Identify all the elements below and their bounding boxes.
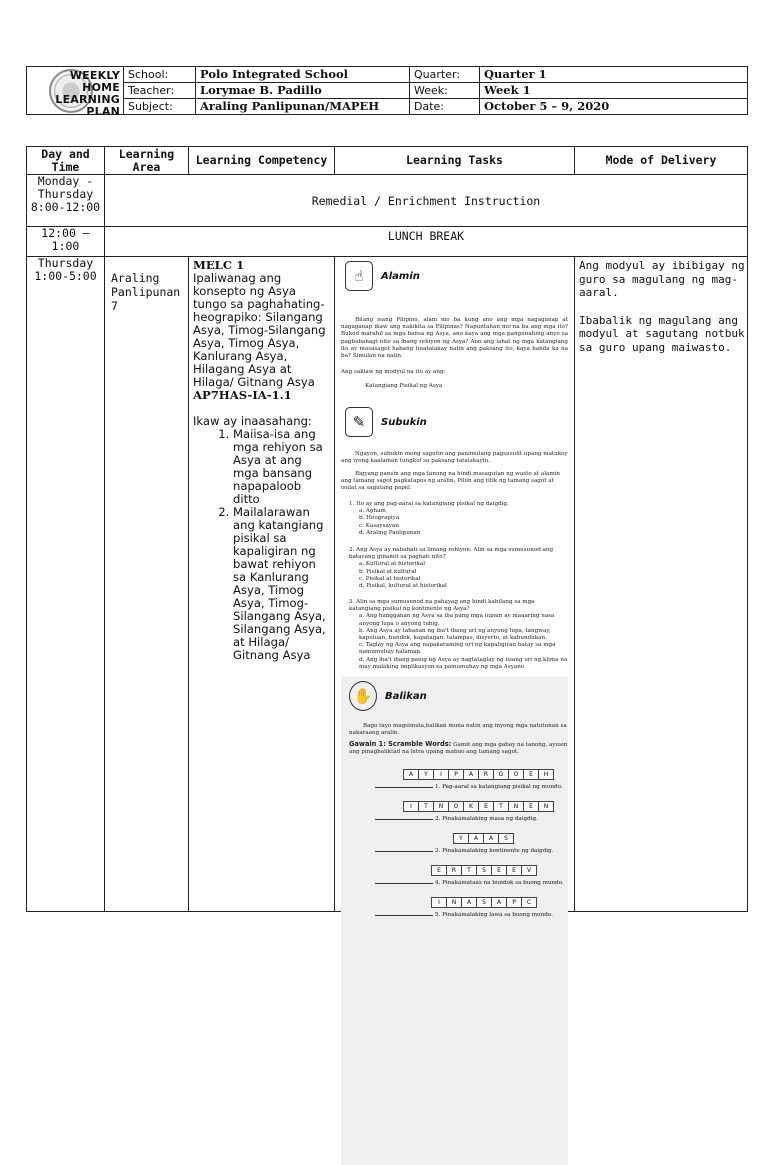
plan-title-line: PLAN <box>86 105 120 118</box>
plan-title-line: HOME <box>82 81 120 94</box>
option: d. Ang iba't ibang panig ng Asya ay nagtataglay ng iisang uri ng klima na may malaking implikasyon sa pamumuhay ng mga Asyano <box>359 656 568 670</box>
hand-wave-icon: ✋ <box>349 681 377 711</box>
question-text: 1. Ito ay ang pag-aaral sa katangiang pisikal ng daigdig. <box>349 501 509 507</box>
scramble-row <box>431 897 536 908</box>
letter-box: K <box>463 801 479 812</box>
letter-box: N <box>446 897 462 908</box>
letter-box: O <box>448 801 464 812</box>
letter-box: T <box>461 865 477 876</box>
option: c. Tagláy ng Asya ang napakaraming uri ng kapaligiran batay sa mga namumuhay halaman. <box>359 642 556 656</box>
mode-paragraph-2: Ibabalik ng magulang ang modyul at sagutang notbuk sa guro upang maiwasto. <box>579 313 745 354</box>
question-3 <box>349 599 568 671</box>
option: a. Agham <box>359 508 386 515</box>
letter-box: S <box>476 897 492 908</box>
scramble-row <box>403 769 553 780</box>
question-text: 2. Ang Asya ay nahahati sa limang rehiyon. Alin sa mga sumusunod ang batayang ginamit sa paghati nito? <box>349 547 554 561</box>
date-value: October 5 – 9, 2020 <box>480 99 748 115</box>
plan-title-cell <box>27 67 124 118</box>
balikan-heading <box>349 681 427 711</box>
date-label: Date: <box>410 99 480 115</box>
option: c. Kasaysayan <box>359 522 399 529</box>
letter-box: A <box>468 833 484 844</box>
learning-tasks-cell <box>335 257 575 918</box>
option: c. Pisikal at historikal <box>359 575 421 582</box>
letter-box: E <box>506 865 522 876</box>
alamin-topic: Katangiang Pisikal ng Asya <box>365 383 443 389</box>
scramble-row <box>431 865 536 876</box>
scramble-clue: 3. Pinakamalaking kontinente ng daigdig. <box>375 848 553 854</box>
letter-box: I <box>403 801 419 812</box>
scramble-clue: 1. Pag-aaral sa katangiang pisikal ng mundo. <box>375 784 563 790</box>
school-label: School: <box>124 67 196 83</box>
day-time-cell: 12:00 – 1:00 <box>27 227 105 257</box>
melc-label: MELC 1 <box>193 258 245 272</box>
list-item: 1. Maiisa-isa ang mga rehiyon sa Asya at ang mga bansang napapaloob ditto <box>233 428 330 506</box>
letter-box: I <box>431 897 447 908</box>
option: b. Ang Asya ay tahanan ng iba't ibang uri ng anyong lupa, tangway, kapuluan, bundok, kapatagan, talampas, disyerto, at kabundukan. <box>359 627 551 642</box>
gawain-text: Gamit ang mga gabay na tanong, ayusin ang pinagbaliktad na letra upang mabuo ang tamang sagot. <box>349 742 568 756</box>
option: d. Araling Panlipunan <box>359 529 421 536</box>
question-1 <box>349 501 568 537</box>
balikan-intro: Bago tayo magsimula,balikan muna natin ang inyong mga natutunan sa nakaraang aralin. <box>349 723 567 737</box>
school-value: Polo Integrated School <box>196 67 410 83</box>
objectives-intro: Ikaw ay inaasahang: <box>193 414 312 428</box>
letter-box: C <box>521 897 537 908</box>
letter-box: E <box>523 769 539 780</box>
letter-box: Y <box>418 769 434 780</box>
list-item: 2. Mailalarawan ang katangiang pisikal sa kapaligiran ng bawat rehiyon sa Kanlurang Asya, Timog Asya, Timog-Silangang Asya, Silangang Asya, at Hilaga/ Gitnang Asya <box>233 506 330 662</box>
plan-title-line: WEEKLY <box>69 69 120 82</box>
subject-label: Subject: <box>124 99 196 115</box>
remedial-row: Remedial / Enrichment Instruction <box>105 175 748 227</box>
letter-box: A <box>403 769 419 780</box>
mode-of-delivery-cell <box>575 257 748 912</box>
scramble-clue: 5. Pinakamalaking lawa sa buong mundo. <box>375 912 553 918</box>
letter-box: R <box>446 865 462 876</box>
alamin-heading <box>345 261 420 291</box>
subukin-p2: Bigyang pansin ang mga tanong na hindi masagutan ng wasto at alamin ang tamang sagot pagkatapos ng aralin. Piliin ang titik ng tamang sagot at isulat sa sagutang papel. <box>341 471 561 492</box>
col-mode-of-delivery: Mode of Delivery <box>575 147 748 175</box>
letter-box: E <box>491 865 507 876</box>
option: a. Ang hangganan ng Asya sa iba pang mga lupain ay maaaring nasa anyong lupa o anyong tubig. <box>359 613 555 627</box>
letter-box: G <box>493 769 509 780</box>
objectives-list <box>193 428 330 662</box>
letter-box: N <box>433 801 449 812</box>
letter-box: T <box>418 801 434 812</box>
scramble-clue: 2. Pinakamalaking masa ng daigdig. <box>375 816 538 822</box>
letter-box: A <box>483 833 499 844</box>
subukin-title: Subukin <box>381 416 427 428</box>
gawain-title: Gawain 1: Scramble Words: <box>349 740 452 748</box>
pencil-hand-icon: ✎ <box>345 407 373 437</box>
scramble-row <box>453 833 513 844</box>
letter-box: N <box>508 801 524 812</box>
letter-box: H <box>538 769 554 780</box>
col-learning-tasks: Learning Tasks <box>335 147 575 175</box>
letter-box: S <box>498 833 514 844</box>
letter-box: V <box>521 865 537 876</box>
week-label: Week: <box>410 83 480 99</box>
module-excerpt <box>335 257 574 918</box>
plan-title-line: LEARNING <box>55 93 120 106</box>
teacher-label: Teacher: <box>124 83 196 99</box>
letter-box: E <box>523 801 539 812</box>
finger-point-icon: ☝ <box>345 261 373 291</box>
scramble-row <box>403 801 553 812</box>
letter-box: E <box>478 801 494 812</box>
alamin-title: Alamin <box>381 270 420 282</box>
letter-box: A <box>491 897 507 908</box>
option: a. Kultural at historikal <box>359 561 425 568</box>
option: b. Pisikal at kultural <box>359 568 417 575</box>
competency-text: Ipaliwanag ang konsepto ng Asya tungo sa paghahating-heograpiko: Silangang Asya, Timog-Silangang Asya, Timog Asya, Kanlurang Asya, Hilagang Asya at Hilaga/ Gitnang Asya <box>193 271 326 389</box>
letter-box: E <box>431 865 447 876</box>
letter-box: Y <box>453 833 469 844</box>
competency-code: AP7HAS-IA-1.1 <box>193 388 292 402</box>
subukin-p1: Ngayon, subukin mong sagutin ang panimulang pagsusulit upang matukoy ang iyong kaalaman tungkol sa paksang tatalakayin. <box>341 451 568 465</box>
lunch-break-row: LUNCH BREAK <box>105 227 748 257</box>
letter-box: A <box>463 769 479 780</box>
gawain-block <box>349 741 568 756</box>
competency-cell <box>189 257 335 912</box>
alamin-body: Bilang isang Pilipino, alam mo ba kung ano ang mga nagaganap at nagaganap ikaw ang nakikita sa Pilipinas? Napuntahan mo na ba ang mga ito? Bukod marahil sa mga bansa ng Asya, ano kaya ang mga pangunahing anyo sa pagbabahagi nito sa ibang rehiyon ng Asya? Ano ang lahat ng mga katangiang ito ay masasagot habang tinatalakay natin ang paksang ito, kaya handa ka na ba? Simulan na natin. <box>341 317 568 360</box>
letter-box: I <box>433 769 449 780</box>
option: b. Heograpiya <box>359 515 400 522</box>
quarter-label: Quarter: <box>410 67 480 83</box>
letter-box: O <box>508 769 524 780</box>
letter-box: P <box>448 769 464 780</box>
question-2 <box>349 547 568 590</box>
scramble-clue: 4. Pinakamataas na bundok sa buong mundo. <box>375 880 564 886</box>
mode-paragraph-1: Ang modyul ay ibibigay ng guro sa magulang ng mag-aaral. <box>579 259 745 299</box>
letter-box: R <box>478 769 494 780</box>
learning-plan-table <box>26 146 748 918</box>
col-learning-area: Learning Area <box>105 147 189 175</box>
alamin-scope: Ang saklaw ng modyul na ito ay ang: <box>341 369 446 375</box>
question-text: 3. Alin sa mga sumusunod na pahayag ang hindi kabilang sa mga katangiang pisikal ng kontinente ng Asya? <box>349 599 535 613</box>
learning-area-cell: Araling Panlipunan 7 <box>105 257 189 912</box>
col-day-time: Day and Time <box>27 147 105 175</box>
plan-header <box>26 66 748 118</box>
teacher-value: Lorymae B. Padillo <box>196 83 410 99</box>
subukin-heading <box>345 407 427 437</box>
quarter-value: Quarter 1 <box>480 67 748 83</box>
day-time-cell: Thursday 1:00-5:00 <box>27 257 105 912</box>
letter-box: P <box>506 897 522 908</box>
week-value: Week 1 <box>480 83 748 99</box>
letter-box: N <box>538 801 554 812</box>
letter-box: S <box>476 865 492 876</box>
letter-box: A <box>461 897 477 908</box>
col-learning-competency: Learning Competency <box>189 147 335 175</box>
letter-box: T <box>493 801 509 812</box>
day-time-cell: Monday - Thursday 8:00-12:00 <box>27 175 105 227</box>
option: d. Pisikal, kultural at historikal <box>359 583 447 590</box>
subject-value: Araling Panlipunan/MAPEH <box>196 99 410 115</box>
balikan-title: Balikan <box>385 690 427 702</box>
